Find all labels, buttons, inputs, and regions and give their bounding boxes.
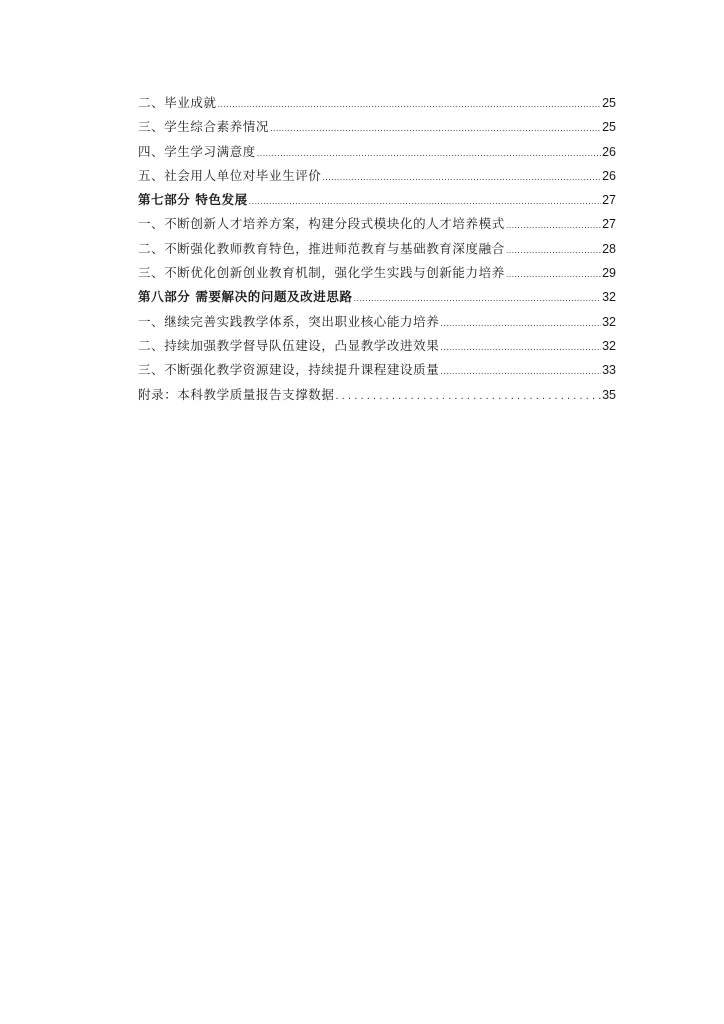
toc-entry-title: 三、不断强化教学资源建设，持续提升课程建设质量	[138, 362, 440, 378]
toc-entry[interactable]	[138, 93, 616, 117]
toc-entry-title: 二、毕业成就	[138, 95, 217, 110]
toc-section-entry[interactable]	[138, 287, 616, 311]
toc-entry-page: 32	[602, 314, 616, 329]
toc-entry-page: 32	[602, 290, 616, 305]
toc-leader-dots	[440, 342, 601, 352]
toc-entry-title: 一、继续完善实践教学体系，突出职业核心能力培养	[138, 313, 440, 329]
toc-entry[interactable]	[138, 239, 616, 263]
toc-leader-dots	[257, 148, 601, 158]
toc-entry-page: 27	[602, 193, 616, 208]
toc-leader-dots	[218, 99, 601, 109]
toc-leader-dots	[506, 245, 601, 255]
table-of-contents	[138, 93, 616, 409]
toc-entry-page: 32	[602, 338, 616, 353]
toc-entry-page: 26	[602, 144, 616, 159]
toc-entry[interactable]	[138, 336, 616, 360]
toc-entry-title: 二、不断强化教师教育特色，推进师范教育与基础教育深度融合	[138, 240, 505, 256]
toc-entry-title: 三、学生综合素养情况	[138, 119, 270, 135]
toc-leader-dots	[336, 390, 602, 402]
toc-entry-page: 25	[602, 120, 616, 135]
toc-entry[interactable]	[138, 166, 616, 190]
toc-entry[interactable]	[138, 312, 616, 336]
toc-entry-page: 28	[602, 241, 616, 256]
toc-entry-page: 35	[602, 387, 616, 402]
toc-leader-dots	[506, 220, 601, 230]
toc-entry-page: 25	[602, 96, 616, 110]
toc-leader-dots	[440, 366, 601, 376]
toc-section-title: 第八部分 需要解决的问题及改进思路	[138, 289, 353, 305]
toc-leader-dots	[270, 123, 601, 133]
toc-entry-title: 四、学生学习满意度	[138, 143, 256, 159]
toc-entry-page: 29	[602, 266, 616, 281]
toc-entry[interactable]	[138, 263, 616, 287]
toc-entry-title: 一、不断创新人才培养方案，构建分段式模块化的人才培养模式	[138, 216, 505, 232]
toc-entry-page: 26	[602, 168, 616, 183]
toc-entry[interactable]	[138, 360, 616, 384]
toc-leader-dots	[506, 269, 601, 279]
toc-section-title: 第七部分 特色发展	[138, 192, 248, 208]
toc-appendix-entry[interactable]	[138, 385, 616, 409]
toc-entry[interactable]	[138, 214, 616, 238]
toc-entry-page: 27	[602, 217, 616, 232]
toc-leader-dots	[440, 318, 601, 328]
toc-entry-page: 33	[602, 363, 616, 378]
toc-section-entry[interactable]	[138, 190, 616, 214]
toc-leader-dots	[354, 293, 602, 303]
toc-entry[interactable]	[138, 117, 616, 141]
toc-entry-title: 三、不断优化创新创业教育机制，强化学生实践与创新能力培养	[138, 265, 505, 281]
toc-entry-title: 二、持续加强教学督导队伍建设，凸显教学改进效果	[138, 337, 440, 353]
toc-leader-dots	[322, 172, 601, 182]
toc-entry-title: 附录：本科教学质量报告支撑数据	[138, 386, 335, 402]
toc-leader-dots	[249, 196, 601, 206]
toc-entry[interactable]	[138, 142, 616, 166]
toc-entry-title: 五、社会用人单位对毕业生评价	[138, 167, 322, 183]
